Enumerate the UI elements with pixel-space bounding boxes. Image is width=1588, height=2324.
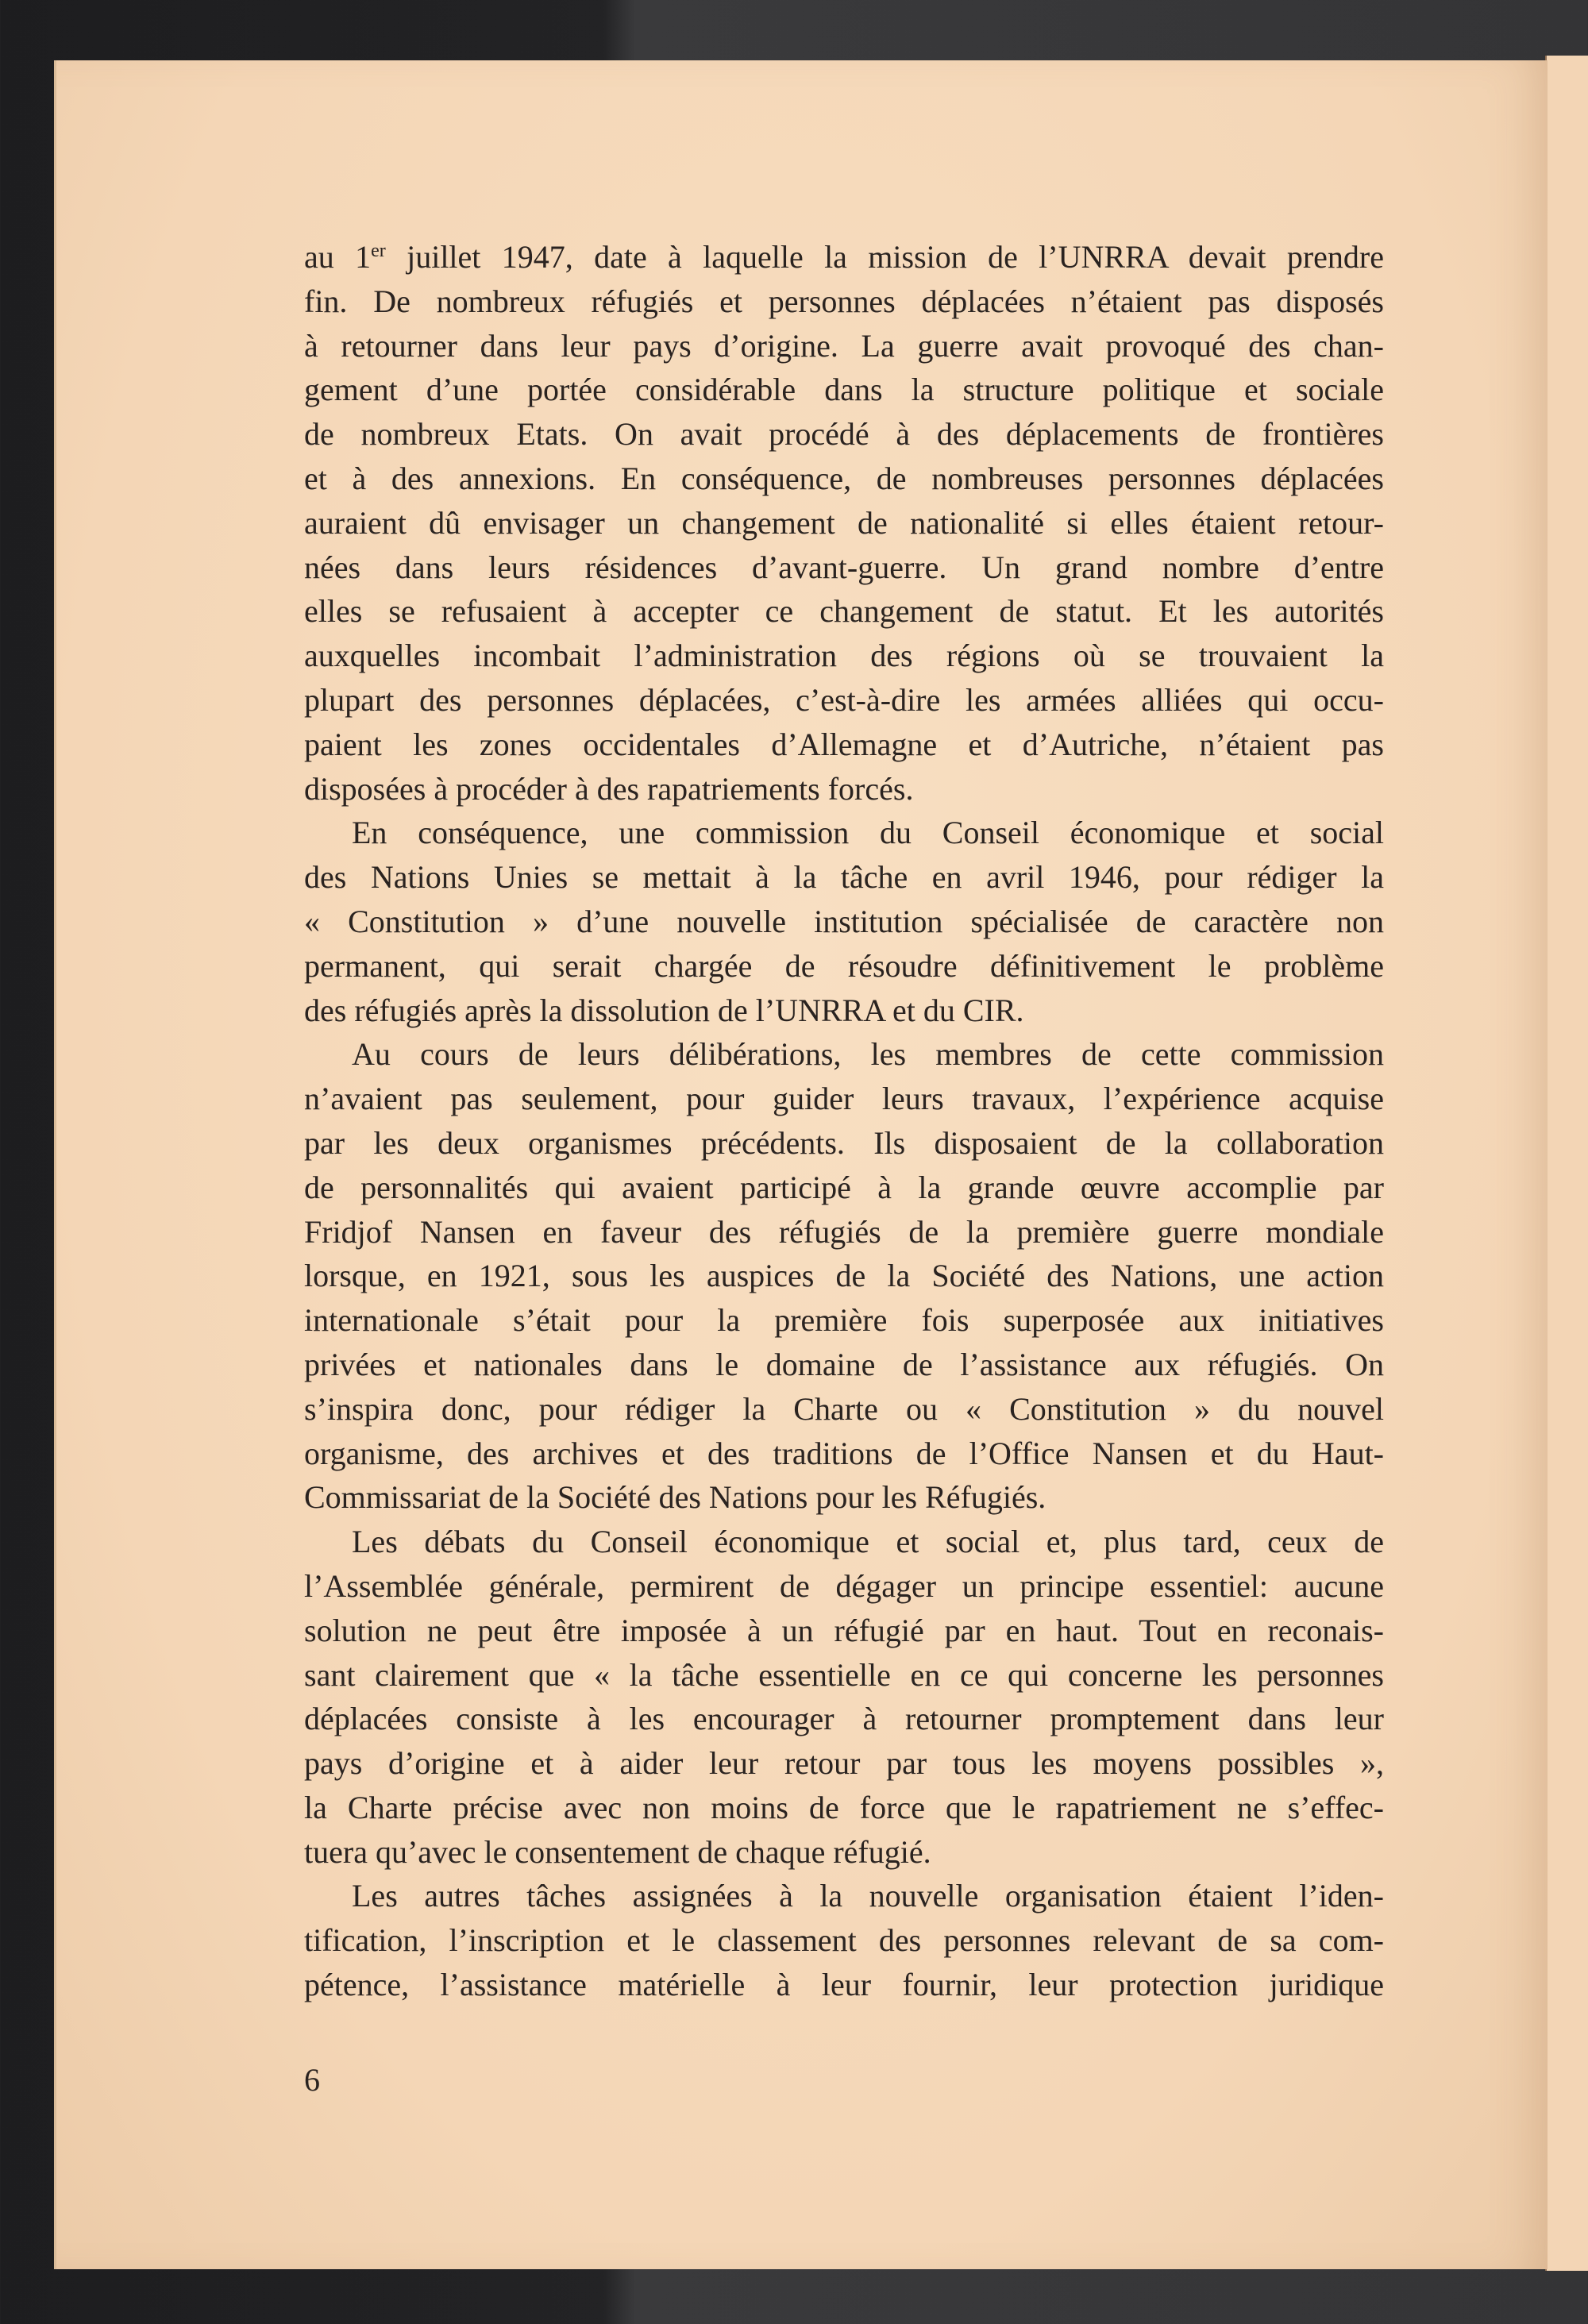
- text-line: « Constitution » d’une nouvelle institution spécialisée de caractère non: [304, 903, 1384, 939]
- body-text: [304, 235, 1384, 2007]
- text-line: elles se refusaient à accepter ce changement de statut. Et les autorités: [304, 593, 1384, 630]
- text-line: disposées à procéder à des rapatriements forcés.: [304, 770, 914, 807]
- text-line: et à des annexions. En conséquence, de nombreuses personnes déplacées: [304, 460, 1384, 496]
- text-line: fin. De nombreux réfugiés et personnes déplacées n’étaient pas disposés: [304, 283, 1384, 319]
- text-line: s’inspira donc, pour rédiger la Charte ou « Constitution » du nouvel: [304, 1390, 1384, 1427]
- text-line: plupart des personnes déplacées, c’est-à-dire les armées alliées qui occu-: [304, 681, 1384, 718]
- text-line: des Nations Unies se mettait à la tâche en avril 1946, pour rédiger la: [304, 859, 1384, 896]
- text-line: permanent, qui serait chargée de résoudre définitivement le problème: [304, 947, 1384, 984]
- text-line: des réfugiés après la dissolution de l’UNRRA et du CIR.: [304, 992, 1024, 1028]
- text-line: auraient dû envisager un changement de nationalité si elles étaient retour-: [304, 504, 1384, 541]
- text-line: lorsque, en 1921, sous les auspices de la Société des Nations, une action: [304, 1258, 1384, 1294]
- text-line: de personnalités qui avaient participé à la grande œuvre accomplie par: [304, 1169, 1384, 1205]
- facing-page-edge: [1545, 56, 1588, 2271]
- text-line: Les débats du Conseil économique et social et, plus tard, ceux de: [352, 1524, 1384, 1560]
- text-line: Commissariat de la Société des Nations pour les Réfugiés.: [304, 1479, 1046, 1516]
- text-line: déplacées consiste à les encourager à retourner promptement dans leur: [304, 1701, 1384, 1737]
- superscript: er: [371, 241, 386, 261]
- text-line: gement d’une portée considérable dans la structure politique et sociale: [304, 372, 1384, 408]
- text-line: nées dans leurs résidences d’avant-guerre. Un grand nombre d’entre: [304, 549, 1384, 585]
- text-line: de nombreux Etats. On avait procédé à des déplacements de frontières: [304, 416, 1384, 453]
- text-line: En conséquence, une commission du Conseil économique et social: [352, 815, 1384, 851]
- text-line: tuera qu’avec le consentement de chaque réfugié.: [304, 1833, 931, 1870]
- text-line: auxquelles incombait l’administration des régions où se trouvaient la: [304, 638, 1384, 674]
- text-line: par les deux organismes précédents. Ils disposaient de la collaboration: [304, 1124, 1384, 1161]
- text-line: Fridjof Nansen en faveur des réfugiés de la première guerre mondiale: [304, 1213, 1384, 1250]
- text-line: pays d’origine et à aider leur retour par tous les moyens possibles »,: [304, 1745, 1384, 1782]
- text-line: la Charte précise avec non moins de force que le rapatriement ne s’effec-: [304, 1789, 1384, 1825]
- text-fragment: au 1: [304, 239, 372, 275]
- text-line: Les autres tâches assignées à la nouvelle organisation étaient l’iden-: [352, 1878, 1384, 1914]
- text-line: à retourner dans leur pays d’origine. La guerre avait provoqué des chan-: [304, 327, 1384, 364]
- text-line: Au cours de leurs délibérations, les membres de cette commission: [352, 1036, 1384, 1073]
- text-line: sant clairement que « la tâche essentielle en ce qui concerne les personnes: [304, 1656, 1384, 1693]
- text-line: paient les zones occidentales d’Allemagne et d’Autriche, n’étaient pas: [304, 726, 1384, 762]
- text-line: l’Assemblée générale, permirent de dégager un principe essentiel: aucune: [304, 1567, 1384, 1604]
- text-line: tification, l’inscription et le classement des personnes relevant de sa com-: [304, 1922, 1384, 1959]
- text-line: [304, 235, 1384, 279]
- text-line: pétence, l’assistance matérielle à leur fournir, leur protection juridique: [304, 1967, 1384, 2003]
- text-line: solution ne peut être imposée à un réfugié par en haut. Tout en reconais-: [304, 1612, 1384, 1648]
- text-fragment: juillet 1947, date à laquelle la mission de l’UNRRA devait prendre: [385, 239, 1384, 275]
- text-line: privées et nationales dans le domaine de l’assistance aux réfugiés. On: [304, 1346, 1384, 1382]
- text-line: n’avaient pas seulement, pour guider leurs travaux, l’expérience acquise: [304, 1081, 1384, 1117]
- page-number: 6: [304, 2062, 320, 2098]
- text-line: organisme, des archives et des traditions de l’Office Nansen et du Haut-: [304, 1435, 1384, 1471]
- text-line: internationale s’était pour la première fois superposée aux initiatives: [304, 1302, 1384, 1339]
